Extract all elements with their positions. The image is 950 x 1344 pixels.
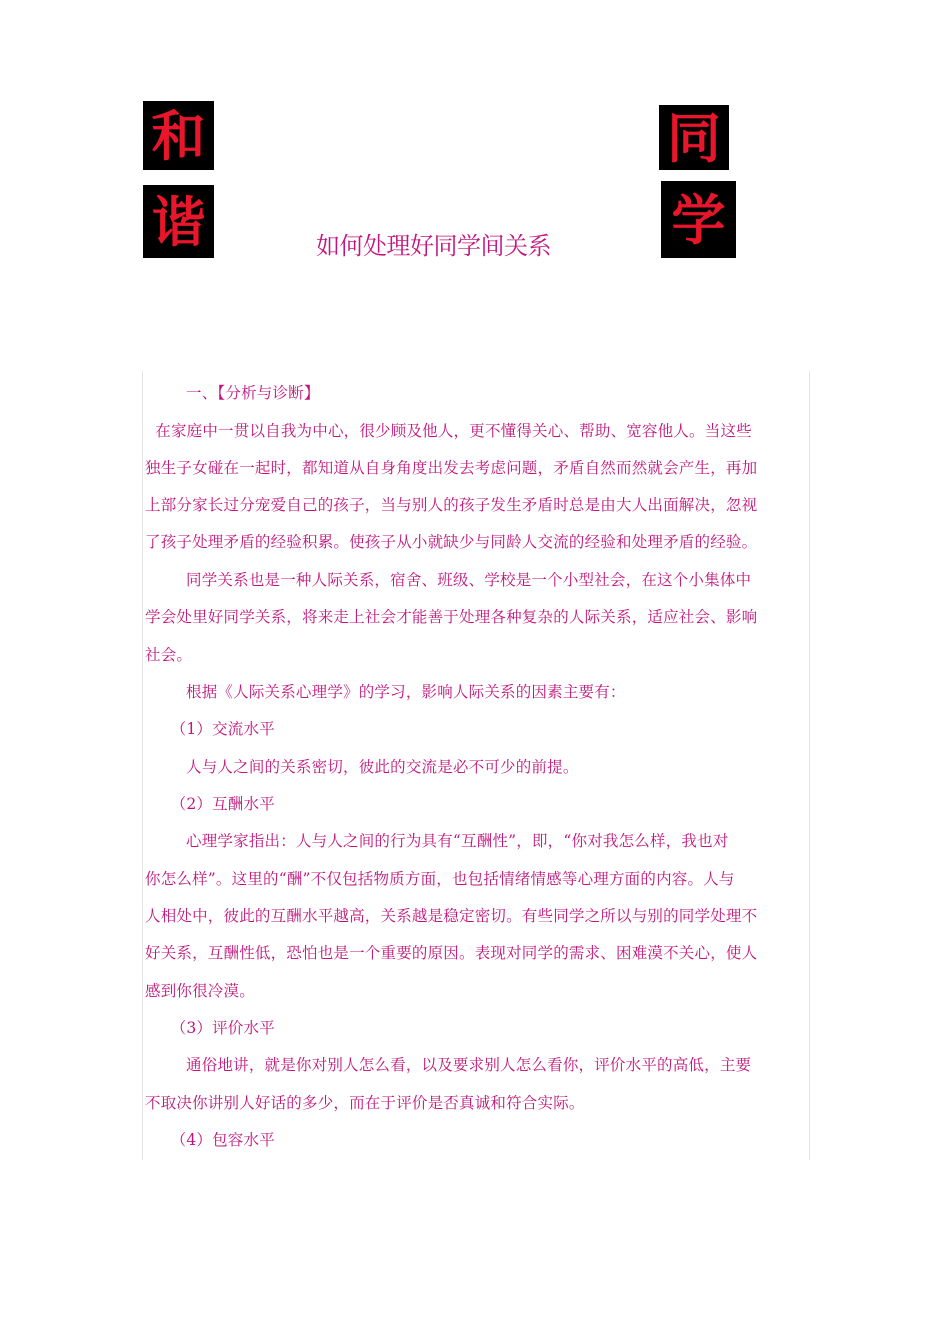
paragraph-line: 社会。	[145, 646, 193, 664]
section-heading-analysis: 一、【分析与诊断】	[145, 384, 320, 402]
paragraph-line: 学会处里好同学关系，将来走上社会才能善于处理各种复杂的人际关系，适应社会、影响	[145, 608, 758, 626]
subheading-communication: （1）交流水平	[145, 720, 275, 738]
paragraph-line: 根据《人际关系心理学》的学习，影响人际关系的因素主要有：	[145, 683, 626, 701]
subheading-tolerance: （4）包容水平	[145, 1131, 275, 1149]
char-he-block: 和	[143, 101, 214, 170]
paragraph-line: 独生子女碰在一起时，都知道从自身角度出发去考虑问题，矛盾自然而然就会产生，再加	[145, 459, 758, 477]
char-xue-block: 学	[661, 181, 736, 258]
paragraph-line: 通俗地讲，就是你对别人怎么看，以及要求别人怎么看你，评价水平的高低，主要	[145, 1056, 752, 1074]
paragraph-line: 心理学家指出：人与人之间的行为具有“互酬性”，即，“你对我怎么样，我也对	[145, 832, 729, 850]
paragraph-line: 你怎么样”。这里的“酬”不仅包括物质方面，也包括情绪情感等心理方面的内容。人与	[145, 870, 735, 888]
subheading-evaluation: （3）评价水平	[145, 1019, 275, 1037]
paragraph-line: 好关系，互酬性低，恐怕也是一个重要的原因。表现对同学的需求、困难漠不关心，使人	[145, 944, 758, 962]
document-title: 如何处理好同学间关系	[316, 232, 551, 260]
paragraph-line: 了孩子处理矛盾的经验积累。使孩子从小就缺少与同龄人交流的经验和处理矛盾的经验。	[145, 533, 758, 551]
paragraph-line: 在家庭中一贯以自我为中心，很少顾及他人，更不懂得关心、帮助、宽容他人。当这些	[145, 422, 752, 440]
paragraph-line: 上部分家长过分宠爱自己的孩子，当与别人的孩子发生矛盾时总是由大人出面解决，忽视	[145, 496, 758, 514]
char-tong-block: 同	[659, 105, 729, 170]
paragraph-line: 同学关系也是一种人际关系，宿舍、班级、学校是一个小型社会，在这个小集体中	[145, 571, 752, 589]
paragraph-line: 人与人之间的关系密切，彼此的交流是必不可少的前提。	[145, 758, 579, 776]
paragraph-line: 人相处中，彼此的互酬水平越高，关系越是稳定密切。有些同学之所以与别的同学处理不	[145, 907, 758, 925]
subheading-reciprocity: （2）互酬水平	[145, 795, 275, 813]
char-xie-block: 谐	[143, 185, 214, 258]
paragraph-line: 感到你很冷漠。	[145, 982, 255, 1000]
paragraph-line: 不取决你讲别人好话的多少，而在于评价是否真诚和符合实际。	[145, 1094, 585, 1112]
